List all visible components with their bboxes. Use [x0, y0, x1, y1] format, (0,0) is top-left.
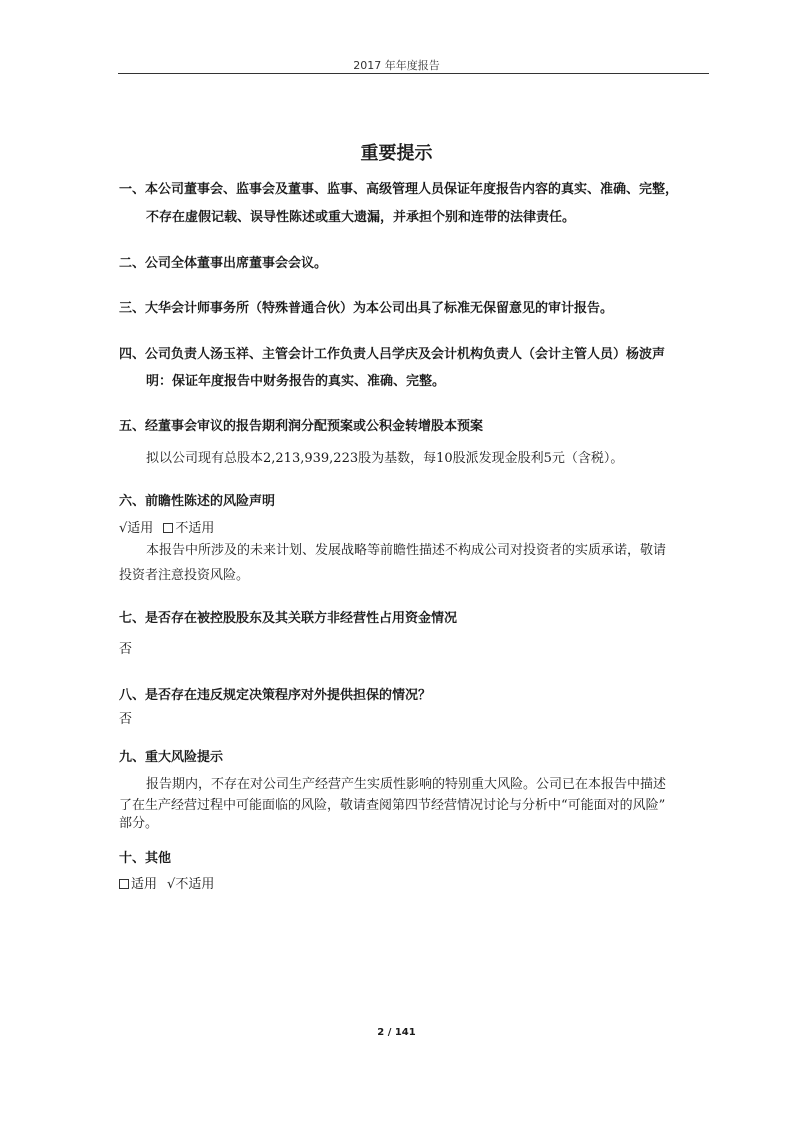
check-mark-icon: √	[119, 521, 128, 536]
section-5-heading: 五、经董事会审议的报告期利润分配预案或公积金转增股本预案	[119, 419, 484, 434]
section-10-heading: 十、其他	[119, 851, 172, 866]
section-2-heading: 二、公司全体董事出席董事会会议。	[119, 256, 328, 271]
section-7-answer: 否	[119, 642, 133, 657]
page-title: 重要提示	[360, 143, 433, 164]
checkbox-icon	[163, 523, 173, 533]
section-9-body-2: 了在生产经营过程中可能面临的风险，敬请查阅第四节经营情况讨论与分析中“可能面对的风险”	[119, 798, 666, 813]
section-4-line-1: 四、公司负责人汤玉祥、主管会计工作负责人吕学庆及会计机构负责人（会计主管人员）杨波声	[119, 347, 666, 362]
section-8-heading: 八、是否存在违反规定决策程序对外提供担保的情况？	[119, 688, 432, 703]
running-header: 2017 年年度报告	[353, 59, 440, 72]
section-6-heading: 六、前瞻性陈述的风险声明	[119, 494, 276, 509]
section-10-options	[119, 874, 719, 896]
section-6-options	[119, 518, 719, 540]
page-number: 2 / 141	[377, 1027, 416, 1038]
section-6-body-1: 本报告中所涉及的未来计划、发展战略等前瞻性描述不构成公司对投资者的实质承诺，敬请	[146, 543, 667, 558]
section-9-body-3: 部分。	[119, 816, 159, 831]
option-not-applicable: 不适用	[175, 521, 215, 536]
checkbox-icon	[119, 879, 129, 889]
option-not-applicable: 不适用	[175, 877, 215, 892]
section-9-body-1: 报告期内，不存在对公司生产经营产生实质性影响的特别重大风险。公司已在本报告中描述	[146, 777, 667, 792]
section-8-answer: 否	[119, 712, 133, 727]
section-9-heading: 九、重大风险提示	[119, 750, 224, 765]
section-1-line-2: 不存在虚假记载、误导性陈述或重大遗漏，并承担个别和连带的法律责任。	[146, 210, 576, 225]
section-4-line-2: 明：保证年度报告中财务报告的真实、准确、完整。	[146, 374, 446, 389]
section-3-heading: 三、大华会计师事务所（特殊普通合伙）为本公司出具了标准无保留意见的审计报告。	[119, 301, 614, 316]
section-5-body: 拟以公司现有总股本2,213,939,223股为基数，每10股派发现金股利5元（含税）。	[146, 451, 624, 466]
option-applicable: 适用	[127, 521, 154, 536]
option-applicable: 适用	[131, 877, 158, 892]
section-1-line-1: 一、本公司董事会、监事会及董事、监事、高级管理人员保证年度报告内容的真实、准确、完整，	[119, 182, 679, 197]
header-divider	[118, 73, 709, 74]
section-7-heading: 七、是否存在被控股股东及其关联方非经营性占用资金情况	[119, 611, 458, 626]
check-mark-icon: √	[167, 877, 176, 892]
section-6-body-2: 投资者注意投资风险。	[119, 568, 250, 583]
